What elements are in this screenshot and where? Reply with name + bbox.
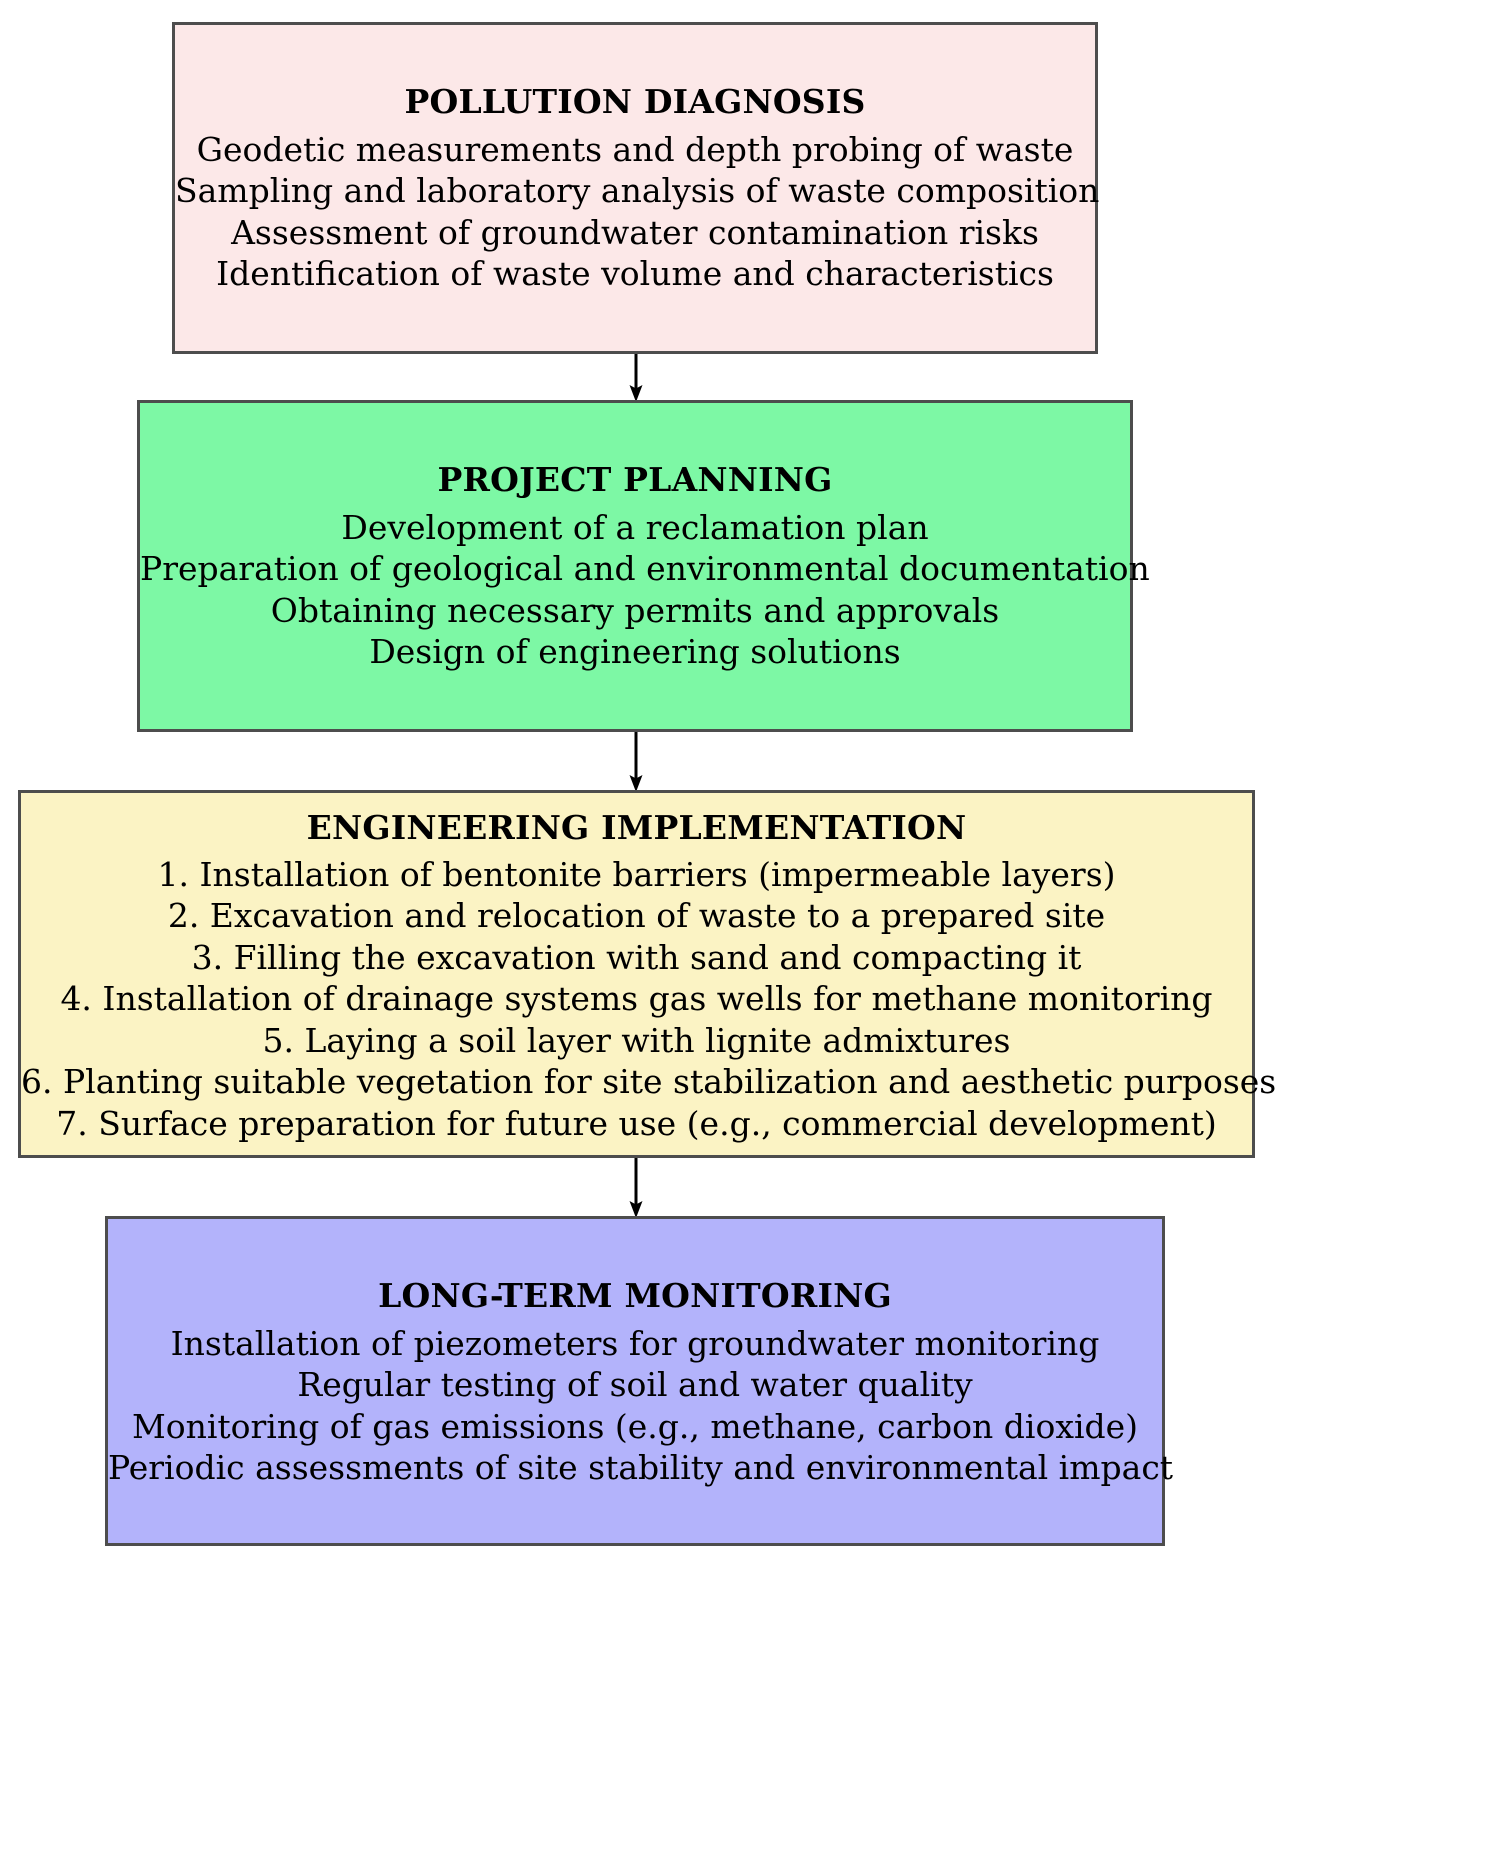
node-line: Regular testing of soil and water quality bbox=[297, 1365, 973, 1405]
node-line: Sampling and laboratory analysis of waste composition bbox=[175, 171, 1100, 211]
node-line: 2. Excavation and relocation of waste to a prepared site bbox=[167, 896, 1106, 936]
flow-node-long-term-monitoring bbox=[105, 1216, 1174, 1546]
node-line: Geodetic measurements and depth probing of waste bbox=[196, 129, 1074, 169]
node-title: PROJECT PLANNING bbox=[437, 460, 833, 499]
flow-arrow-down-icon bbox=[622, 1158, 650, 1218]
node-line: Identification of waste volume and characteristics bbox=[216, 254, 1054, 294]
node-title: POLLUTION DIAGNOSIS bbox=[404, 82, 866, 121]
flow-arrow-down-icon bbox=[622, 354, 650, 402]
flow-node-engineering-implementation bbox=[18, 790, 1277, 1158]
node-line: Installation of piezometers for groundwater monitoring bbox=[170, 1323, 1100, 1363]
node-line: Development of a reclamation plan bbox=[341, 507, 929, 547]
node-line: 7. Surface preparation for future use (e.g., commercial development) bbox=[56, 1104, 1217, 1144]
node-line: Monitoring of gas emissions (e.g., methane, carbon dioxide) bbox=[131, 1406, 1139, 1446]
node-line: 3. Filling the excavation with sand and compacting it bbox=[191, 937, 1082, 977]
flow-node-pollution-diagnosis bbox=[172, 22, 1098, 354]
node-line: Obtaining necessary permits and approvals bbox=[270, 590, 1000, 630]
node-line: Design of engineering solutions bbox=[369, 632, 901, 672]
flow-arrow-down-icon bbox=[622, 732, 650, 792]
node-line: 1. Installation of bentonite barriers (impermeable layers) bbox=[157, 854, 1116, 894]
node-line: Preparation of geological and environmental documentation bbox=[140, 549, 1150, 589]
node-line: Assessment of groundwater contamination risks bbox=[231, 212, 1039, 252]
node-line: 6. Planting suitable vegetation for site stabilization and aesthetic purposes bbox=[21, 1062, 1277, 1102]
node-title: LONG-TERM MONITORING bbox=[378, 1276, 892, 1315]
node-title: ENGINEERING IMPLEMENTATION bbox=[306, 808, 967, 847]
flow-node-project-planning bbox=[137, 400, 1150, 732]
node-line: Periodic assessments of site stability and environmental impact bbox=[108, 1448, 1174, 1488]
node-line: 5. Laying a soil layer with lignite admixtures bbox=[262, 1020, 1011, 1060]
node-line: 4. Installation of drainage systems gas wells for methane monitoring bbox=[60, 979, 1213, 1019]
